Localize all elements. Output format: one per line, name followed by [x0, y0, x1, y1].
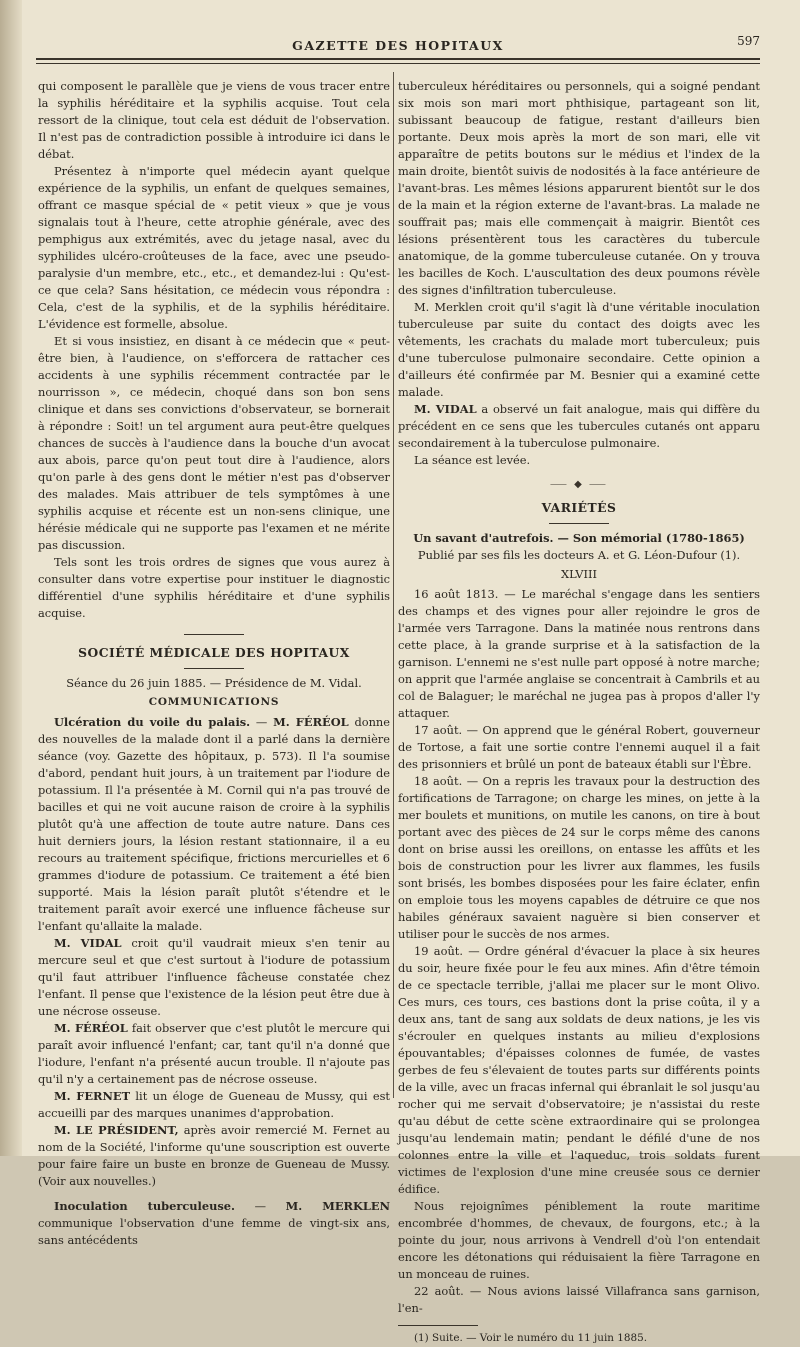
speaker-name: M. LE PRÉSIDENT,	[54, 1123, 179, 1137]
speaker-name: M. FERNET	[54, 1089, 131, 1103]
seance-line: Séance du 26 juin 1885. — Présidence de M. Vidal.	[66, 676, 362, 690]
communication-text: communique l'observation d'une femme de vingt-six ans, sans antécédents	[38, 1216, 390, 1247]
right-column	[398, 78, 760, 1347]
journal-entry: Nous rejoignîmes péniblement la route maritime encombrée d'hommes, de chevaux, de fourgons, etc.; à la pointe du jour, nous arrivons à Vendrell d'où l'on entendait encore les détonations qui réduisaient la fière Tarragone en un monceau de ruines.	[398, 1199, 760, 1281]
section-title: SOCIÉTÉ MÉDICALE DES HOPITAUX	[78, 645, 350, 660]
journal-entry: 18 août. — On a repris les travaux pour la destruction des fortifications de Tarragone; on charge les mines, on jette à la mer boulets et munitions, on mutile les canons, on tire à bout portant avec des pièces de 24 sur le corps même des canons dont on brise aussi les oreillons, on entasse les affûts et les bois de construction pour les livrer aux flammes, les fusils sont brisés, les bombes disposées pour les faire éclater, enfin on emploie tous les moyens capables de détruire ce que nos habiles généraux savaient naguère si bien conserver et utiliser pour le succès de nos armes.	[398, 774, 760, 941]
journal-entry: 17 août. — On apprend que le général Robert, gouverneur de Tortose, a fait une sortie contre l'ennemi auquel il a fait des prisonniers et brûlé un pont de bateaux établi sur l'Èbre.	[398, 723, 760, 771]
left-column	[38, 78, 390, 1249]
communication-president	[38, 1122, 390, 1190]
communication-text: après avoir remercié M. Fernet au nom de la Société, l'informe qu'une souscription est ouverte pour faire faire un buste en bronze de Gueneau de Mussy. (Voir aux nouvelles.)	[38, 1123, 390, 1188]
communication-fereol	[38, 1020, 390, 1088]
communication-text: a observé un fait analogue, mais qui diffère du précédent en ce sens que les tubercules cutanés ont apparu secondairement à la tuberculose pulmonaire.	[398, 402, 760, 450]
article-title	[398, 530, 760, 547]
article-title-text: Un savant d'autrefois. — Son mémorial (1780-1865)	[413, 531, 745, 545]
communications-heading: COMMUNICATIONS	[148, 696, 280, 708]
header-rule	[36, 58, 760, 64]
footnote: (1) Suite. — Voir le numéro du 11 juin 1885.	[414, 1332, 648, 1344]
seance-levee: La séance est levée.	[414, 453, 531, 467]
journal-entry: 19 août. — Ordre général d'évacuer la place à six heures du soir, heure fixée pour le feu aux mines. Afin d'être témoin de ce spectacle terrible, j'allai me placer sur le mont Olivo. Ces murs, ces tours, ces bastions dont la prise coûta, il y a deux ans, tant de sang aux soldats de deux nations, je les vis s'écrouler en quelques instants au milieu d'explosions épouvantables; d'épaisses colonnes de fumée, de vastes gerbes de feu s'élevaient de toutes parts sur différents points de la ville, avec un fracas infernal qui ébranlait le sol jusqu'au rocher qui me servait d'observatoire; je n'assistai du reste qu'au début de cette scène extraordinaire qui se prolongea jusqu'au lendemain matin; pendant le défilé d'une de nos colonnes entre la ville et l'aqueduc, trois soldats furent victimes de l'explosion d'une mine creusée sous ce dernier édifice.	[398, 944, 760, 1196]
communication-inoculation: Inoculation tuberculeuse. — M. MERKLEN communique l'observation d'une femme de vingt-six ans, sans antécédents	[38, 1199, 390, 1247]
communication-text: lit un éloge de Gueneau de Mussy, qui est accueilli par des marques unanimes d'approbation.	[38, 1089, 390, 1120]
article-byline: Publié par ses fils les docteurs A. et G. Léon-Dufour (1).	[417, 548, 741, 562]
communication-ulceration: Ulcération du voile du palais. — M. FÉRÉOL donne des nouvelles de la malade dont il a parlé dans la dernière séance (voy. Gazette des hôpitaux, p. 573). Il l'a soumise d'abord, pendant huit jours, à un traitement par l'iodure de potassium. Il l'a présentée à M. Cornil qui n'a pas trouvé de bacilles et qui ne voit aucune raison de croire à la syphilis plutôt qu'à une affection de toute autre nature. Dans ces huit derniers jours, la lésion restant stationnaire, il a eu recours au traitement spécifique, frictions mercurielles et 6 grammes d'iodure de potassium. Ce traitement a été bien supporté. Mais la lésion paraît plutôt s'étendre et le traitement paraît avoir exercé une influence fâcheuse sur l'enfant qu'allaite la malade.	[38, 715, 390, 933]
communication-vidal	[38, 935, 390, 1020]
speaker-name: M. FÉRÉOL	[273, 715, 349, 729]
running-title: GAZETTE DES HOPITAUX	[292, 38, 504, 53]
paragraph: M. Merklen croit qu'il s'agit là d'une véritable inoculation tuberculeuse par suite du contact des doigts avec les vêtements, les crachats du malade mort tuberculeux; puis d'une tuberculose pulmonaire secondaire. Cette opinion a d'ailleurs été confirmée par M. Besnier qui a examiné cette malade.	[398, 300, 760, 399]
communication-text: donne des nouvelles de la malade dont il a parlé dans la dernière séance (voy. Gazette des hôpitaux, p. 573). Il l'a soumise d'abord, pendant huit jours, à un traitement par l'iodure de potassium. Il l'a présentée à M. Cornil qui n'a pas trouvé de bacilles et qui ne voit aucune raison de croire à la syphilis plutôt qu'à une affection de toute autre nature. Dans ces huit derniers jours, la lésion restant stationnaire, il a eu recours au traitement spécifique, frictions mercurielles et 6 grammes d'iodure de potassium. Ce traitement a été bien supporté. Mais la lésion paraît plutôt s'étendre et le traitement paraît avoir exercé une influence fâcheuse sur l'enfant qu'allaite la malade.	[38, 715, 390, 933]
journal-entry: 16 août 1813. — Le maréchal s'engage dans les sentiers des champs et des vignes pour aller rejoindre le gros de l'armée vers Tarragone. Dans la matinée nous rentrons dans cette place, à la grande surprise et à la satisfaction de la garnison. L'ennemi ne s'est nulle part opposé à notre marche; on apprit que l'armée anglaise se concentrait à Cambrils et au col de Balaguer; le maréchal ne jugea pas à propos d'aller l'y attaquer.	[398, 587, 760, 720]
column-divider	[393, 72, 394, 1098]
paragraph: tuberculeux héréditaires ou personnels, qui a soigné pendant six mois son mari mort phthisique, partageant son lit, subissant beaucoup de fatigue, restant d'ailleurs bien portante. Deux mois après la mort de son mari, elle vit apparaître de petits boutons sur le médius et l'index de la main droite, bientôt suivis de nodosités à la face antérieure de l'avant-bras. Les mêmes lésions apparurent bientôt sur le dos de la main et la région externe de l'avant-bras. La malade ne souffrait pas; mais elle commençait à maigrir. Bientôt ces lésions présentèrent tous les caractères du tubercule anatomique, de la gomme tuberculeuse cutanée. On y trouva les bacilles de Koch. L'auscultation des deux poumons révèle des signes d'infiltration tuberculeuse.	[398, 79, 760, 297]
communication-text: croit qu'il vaudrait mieux s'en tenir au mercure seul et que c'est surtout à l'iodure de potassium qu'il faut attribuer l'influence fâcheuse constatée chez l'enfant. Il pense que l'existence de la lésion peut être due à une nécrose osseuse.	[38, 936, 391, 1018]
speaker-name: M. VIDAL	[414, 402, 477, 416]
paragraph: Et si vous insistiez, en disant à ce médecin que « peut-être bien, à l'audience, on s'efforcera de rattacher ces accidents à une syphilis récemment contractée par le nourrisson », ce médecin, choqué dans son bon sens clinique et dans ses convictions d'observateur, se bornerait à répondre : Soit! un tel argument aura peut-être quelques chances de succès à l'audience dans la bouche d'un avocat aux abois, parce qu'on peut tout dire à l'audience, alors qu'on parle à des gens dont le métier n'est pas d'observer des malades. Mais attribuer de tels symptômes à une syphilis acquise et récente est un non-sens clinique, une hérésie médicale qui ne supporte pas l'examen et ne mérite pas discussion.	[38, 334, 390, 552]
paragraph: Tels sont les trois ordres de signes que vous aurez à consulter dans votre expertise pour instituer le diagnostic différentiel d'une syphilis héréditaire et d'une syphilis acquise.	[38, 555, 390, 620]
speaker-name: M. FÉRÉOL	[54, 1021, 128, 1035]
communication-fernet	[38, 1088, 390, 1122]
speaker-name: M. VIDAL	[54, 936, 122, 950]
communication-vidal	[398, 401, 760, 452]
footnote-rule	[398, 1325, 478, 1326]
section-title: VARIÉTÉS	[541, 500, 617, 515]
journal-entry: 22 août. — Nous avions laissé Villafranca sans garnison, l'en-	[398, 1284, 760, 1315]
chapter-number: XLVIII	[560, 567, 598, 581]
paragraph: qui composent le parallèle que je viens de vous tracer entre la syphilis héréditaire et la syphilis acquise. Tout cela ressort de la clinique, tout cela est déduit de l'observation. Il n'est pas de contradiction possible à introduire ici dans le débat.	[38, 79, 390, 161]
communication-text: fait observer que c'est plutôt le mercure qui paraît avoir influencé l'enfant; car, tant qu'il n'a donné que l'iodure, l'enfant n'a présenté aucun trouble. Il n'ajoute pas qu'il n'y a certainement pas de nécrose osseuse.	[38, 1021, 391, 1086]
ornament-divider: ⸺ ◆ ⸺	[550, 479, 608, 490]
section-divider	[184, 668, 244, 669]
page-number: 597	[737, 34, 760, 48]
paragraph: Présentez à n'importe quel médecin ayant quelque expérience de la syphilis, un enfant de quelques semaines, offrant ce masque spécial de « petit vieux » que je vous signalais tout à l'heure, cette atrophie générale, avec des pemphigus aux extrémités, avec du jetage nasal, avec du syphilides ulcéro-croûteuses de la face, avec une pseudo-paralysie d'un membre, etc., etc., et demandez-lui : Qu'est-ce que cela? Sans hésitation, ce médecin vous répondra : Cela, c'est de la syphilis, et de la syphilis héréditaire. L'évidence est formelle, absolue.	[38, 164, 390, 331]
communication-title: Ulcération du voile du palais.	[54, 715, 251, 729]
speaker-name: M. MERKLEN	[285, 1199, 390, 1213]
section-divider	[549, 523, 609, 524]
communication-title: Inoculation tuberculeuse.	[54, 1199, 236, 1213]
section-divider	[184, 634, 244, 635]
page-header	[36, 34, 760, 70]
